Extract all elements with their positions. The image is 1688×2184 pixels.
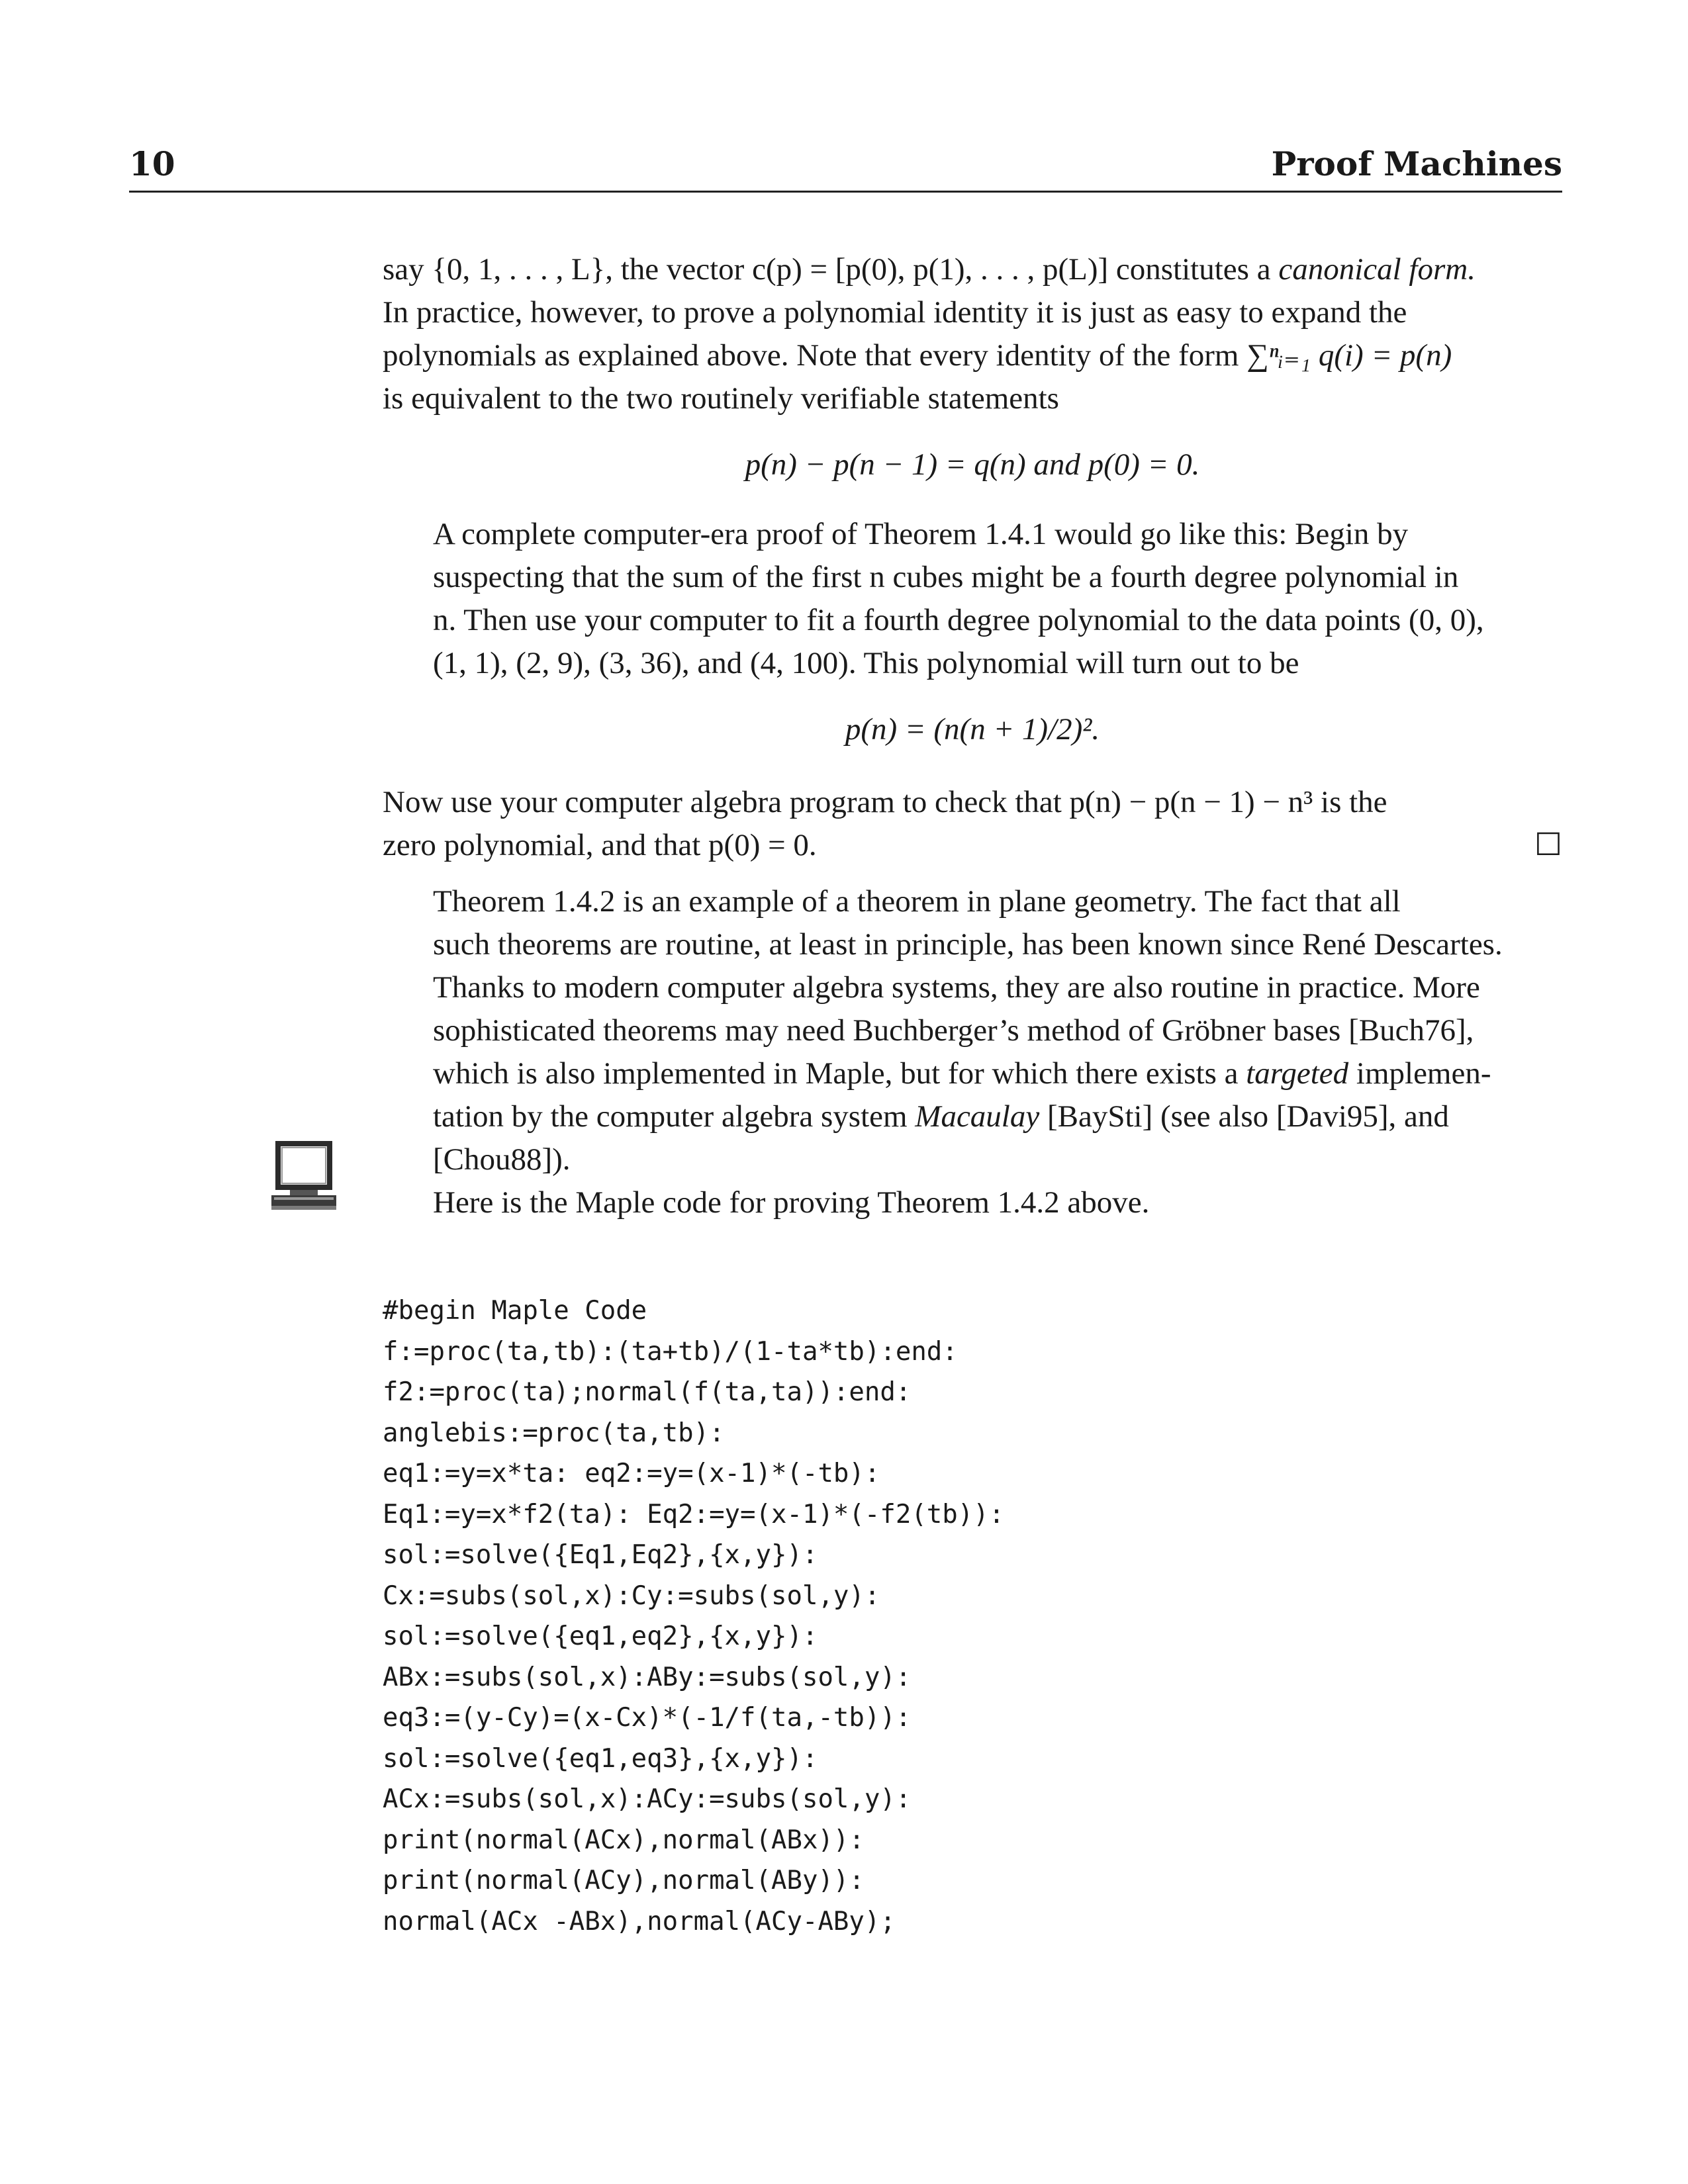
page-number: 10 (129, 144, 175, 183)
math-inline: ∑ⁿᵢ₌₁ q(i) = p(n) (1246, 338, 1452, 373)
emphasis: targeted (1246, 1056, 1349, 1091)
emphasis: Macaulay (915, 1099, 1040, 1134)
text-line: [Chou88]). (433, 1142, 571, 1177)
text-line: Here is the Maple code for proving Theorem 1.4.2 above. (433, 1185, 1150, 1220)
text-line: Now use your computer algebra program to check that p(n) − p(n − 1) − n³ is the (383, 785, 1387, 819)
text-line: n. Then use your computer to fit a fourth degree polynomial to the data points (0, 0), (433, 603, 1484, 637)
maple-code-block (383, 1291, 1004, 1942)
emphasis: canonical form. (1278, 252, 1476, 287)
code-line: print(normal(ACx),normal(ABx)): (383, 1825, 865, 1855)
text-line: suspecting that the sum of the first n cubes might be a fourth degree polynomial in (433, 560, 1459, 594)
code-line: eq3:=(y-Cy)=(x-Cx)*(-1/f(ta,-tb)): (383, 1703, 912, 1733)
code-line: f:=proc(ta,tb):(ta+tb)/(1-ta*tb):end: (383, 1336, 958, 1367)
code-line: sol:=solve({eq1,eq2},{x,y}): (383, 1621, 818, 1651)
code-line: normal(ACx -ABx),normal(ACy-ABy); (383, 1906, 896, 1936)
code-line: #begin Maple Code (383, 1296, 647, 1326)
code-line: sol:=solve({eq1,eq3},{x,y}): (383, 1743, 818, 1774)
text-line: say {0, 1, . . . , L}, the vector c(p) = [p(0), p(1), . . . , p(L)] constitutes a (383, 252, 1279, 287)
display-equation-2: p(n) = (n(n + 1)/2)². (845, 712, 1100, 747)
text-line: (1, 1), (2, 9), (3, 36), and (4, 100). This polynomial will turn out to be (433, 646, 1299, 680)
code-line: Eq1:=y=x*f2(ta): Eq2:=y=(x-1)*(-f2(tb)): (383, 1499, 1005, 1529)
text-line: zero polynomial, and that p(0) = 0. (383, 828, 817, 862)
code-line: Cx:=subs(sol,x):Cy:=subs(sol,y): (383, 1580, 880, 1611)
text-line: In practice, however, to prove a polynomial identity it is just as easy to expand the (383, 295, 1407, 330)
text-line: is equivalent to the two routinely verifiable statements (383, 381, 1059, 416)
text-line: A complete computer-era proof of Theorem 1.4.1 would go like this: Begin by (433, 517, 1409, 551)
text-line: Thanks to modern computer algebra systems, they are also routine in practice. More (433, 970, 1480, 1005)
code-line: eq1:=y=x*ta: eq2:=y=(x-1)*(-tb): (383, 1459, 880, 1488)
paragraph-plane-geometry: Theorem 1.4.2 is an example of a theorem in plane geometry. The fact that all such theorems are routine, at least in principle, has been known since René Descartes. Thanks to modern computer algebra systems, they are also routine in practice. More sophisticated theorems may need Buchberger’s method of Gröbner bases [Buch76], which is also implemented in Maple, but for which there exists a targeted implemen- tation by the computer algebra system Macaulay [BaySti] (see also [Davi95], and [Chou88]). (383, 880, 1562, 1181)
code-line: print(normal(ACy),normal(ABy)): (383, 1866, 865, 1895)
display-equation-1: p(n) − p(n − 1) = q(n) and p(0) = 0. (745, 447, 1200, 482)
text-line: Theorem 1.4.2 is an example of a theorem in plane geometry. The fact that all (433, 884, 1401, 919)
qed-symbol: ☐ (1534, 828, 1562, 862)
text-line: such theorems are routine, at least in principle, has been known since René Descartes. (433, 927, 1503, 962)
code-line: ABx:=subs(sol,x):ABy:=subs(sol,y): (383, 1662, 912, 1692)
paragraph-maple-intro (383, 1181, 1562, 1224)
computer-icon (271, 1140, 336, 1211)
paragraph-check (383, 781, 1562, 867)
code-line: anglebis:=proc(ta,tb): (383, 1418, 725, 1448)
code-line: ACx:=subs(sol,x):ACy:=subs(sol,y): (383, 1784, 912, 1814)
code-line: f2:=proc(ta);normal(f(ta,ta)):end: (383, 1377, 912, 1407)
paragraph-proof (383, 513, 1562, 685)
text-line: sophisticated theorems may need Buchberger’s method of Gröbner bases [Buch76], (433, 1013, 1474, 1048)
paragraph-canonical-form (383, 248, 1562, 420)
running-head: Proof Machines (1271, 144, 1562, 183)
page-header (129, 144, 1562, 193)
text-line: polynomials as explained above. Note that every identity of the form (383, 338, 1247, 373)
code-line: sol:=solve({Eq1,Eq2},{x,y}): (383, 1540, 818, 1570)
